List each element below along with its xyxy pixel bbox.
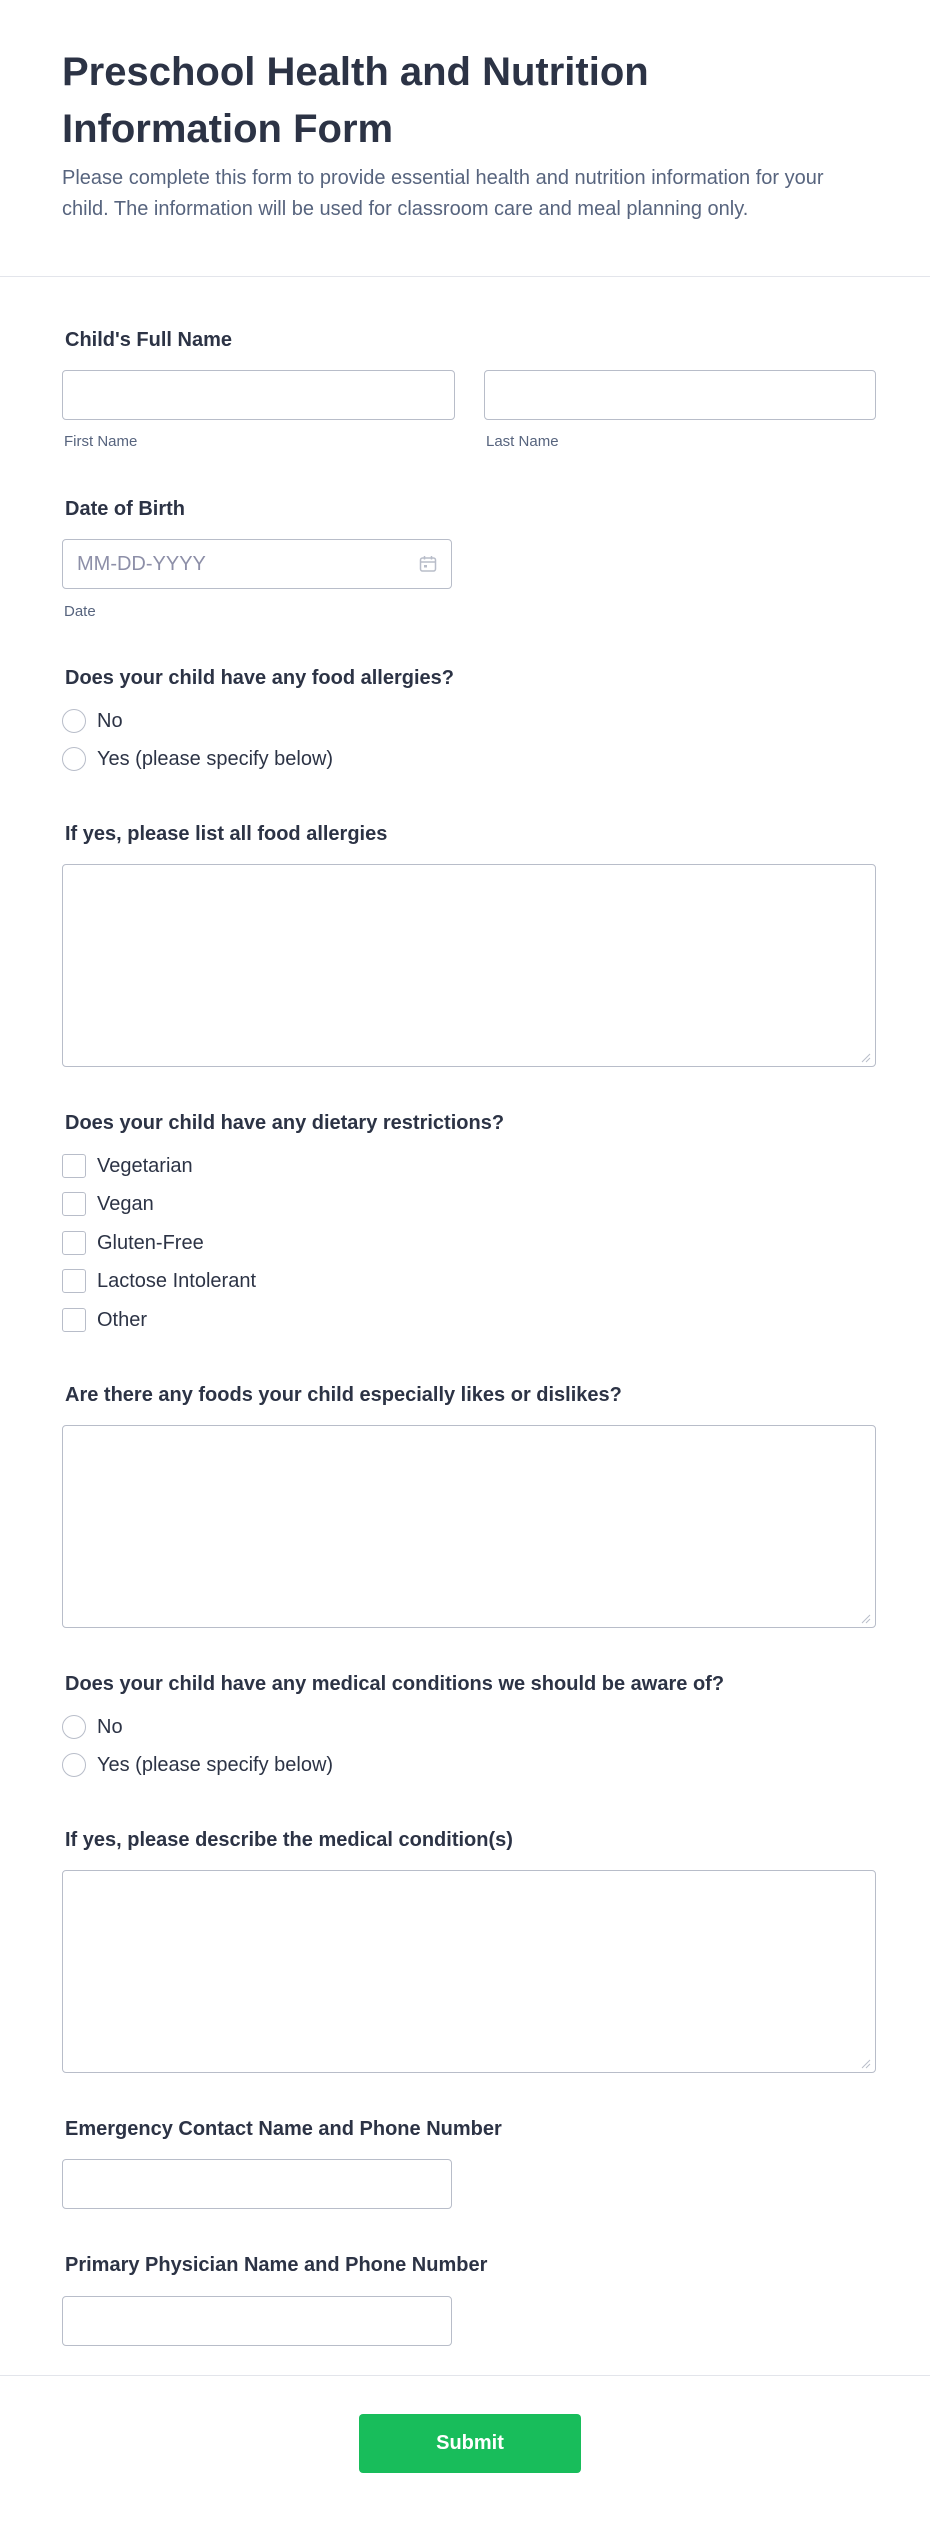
option-label: Yes (please specify below)	[97, 747, 334, 770]
dietary-option-lactose-intolerant[interactable]	[62, 1267, 256, 1295]
footer-divider	[0, 2375, 930, 2376]
calendar-icon[interactable]	[419, 555, 437, 573]
page-title: Preschool Health and Nutrition Information Form	[62, 50, 649, 151]
resize-grip-icon[interactable]	[859, 1051, 871, 1063]
option-label: Other	[97, 1308, 148, 1331]
resize-grip-icon[interactable]	[859, 2057, 871, 2069]
option-label: Vegan	[97, 1192, 154, 1215]
first-name-sublabel: First Name	[64, 433, 138, 450]
dietary-option-vegetarian[interactable]	[62, 1152, 193, 1180]
allergy-list-label: If yes, please list all food allergies	[65, 823, 388, 845]
option-label: No	[97, 1715, 123, 1738]
checkbox[interactable]	[62, 1269, 86, 1293]
dietary-option-gluten-free[interactable]	[62, 1229, 204, 1257]
likes-textarea[interactable]	[62, 1425, 876, 1628]
radio-button[interactable]	[62, 1715, 86, 1739]
last-name-sublabel: Last Name	[486, 433, 559, 450]
radio-button[interactable]	[62, 709, 86, 733]
checkbox[interactable]	[62, 1154, 86, 1178]
radio-button[interactable]	[62, 747, 86, 771]
option-label: Lactose Intolerant	[97, 1269, 256, 1292]
dob-input[interactable]	[62, 539, 452, 589]
last-name-input[interactable]	[484, 370, 876, 420]
physician-input[interactable]	[62, 2296, 452, 2346]
allergy-option-no[interactable]	[62, 707, 123, 735]
dietary-option-vegan[interactable]	[62, 1190, 154, 1218]
first-name-input[interactable]	[62, 370, 455, 420]
physician-label: Primary Physician Name and Phone Number	[65, 2254, 488, 2276]
option-label: No	[97, 709, 123, 732]
dob-sublabel: Date	[64, 603, 96, 620]
food-allergies-label: Does your child have any food allergies?	[65, 667, 454, 689]
likes-label: Are there any foods your child especially likes or dislikes?	[65, 1384, 622, 1406]
submit-button[interactable]: Submit	[359, 2414, 581, 2473]
medical-desc-label: If yes, please describe the medical condition(s)	[65, 1829, 513, 1851]
medical-option-yes[interactable]	[62, 1751, 333, 1779]
medical-desc-textarea[interactable]	[62, 1870, 876, 2073]
radio-button[interactable]	[62, 1753, 86, 1777]
medical-option-no[interactable]	[62, 1713, 123, 1741]
emergency-contact-label: Emergency Contact Name and Phone Number	[65, 2118, 502, 2140]
resize-grip-icon[interactable]	[859, 1612, 871, 1624]
form-header	[0, 0, 930, 277]
option-label: Yes (please specify below)	[97, 1753, 334, 1776]
checkbox[interactable]	[62, 1231, 86, 1255]
allergy-option-yes[interactable]	[62, 745, 333, 773]
dietary-label: Does your child have any dietary restrictions?	[65, 1112, 505, 1134]
form-description: Please complete this form to provide essential health and nutrition information for your child. The information will be used for classroom care and meal planning only.	[62, 167, 824, 220]
child-name-label: Child's Full Name	[65, 329, 233, 351]
allergy-list-textarea[interactable]	[62, 864, 876, 1067]
emergency-contact-input[interactable]	[62, 2159, 452, 2209]
medical-label: Does your child have any medical conditions we should be aware of?	[65, 1673, 725, 1695]
option-label: Gluten-Free	[97, 1231, 204, 1254]
dob-label: Date of Birth	[65, 498, 185, 520]
checkbox[interactable]	[62, 1308, 86, 1332]
option-label: Vegetarian	[97, 1154, 193, 1177]
checkbox[interactable]	[62, 1192, 86, 1216]
dietary-option-other[interactable]	[62, 1306, 147, 1334]
